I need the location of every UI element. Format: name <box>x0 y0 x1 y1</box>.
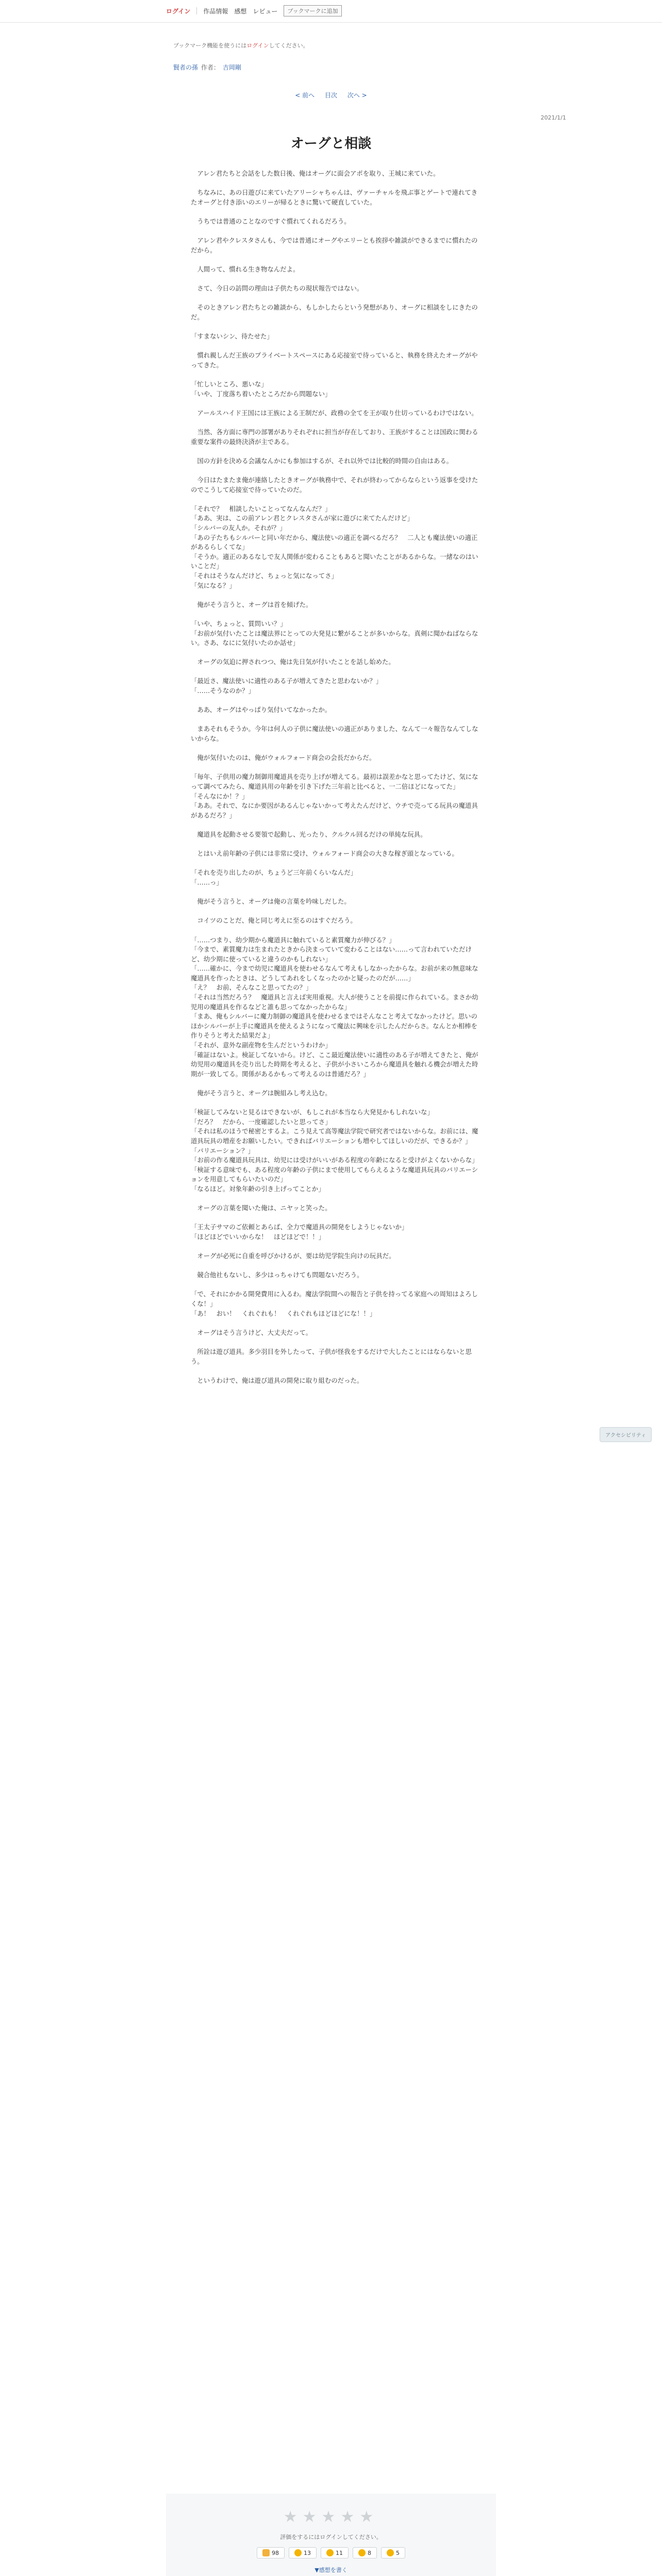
author-label: 作者： <box>201 64 220 71</box>
top-nav <box>0 0 662 23</box>
thumbs-up-icon <box>262 2549 270 2556</box>
breadcrumb <box>173 63 241 72</box>
reaction-count: 98 <box>272 2549 279 2556</box>
bookmark-notice <box>173 41 309 49</box>
reaction-heart[interactable] <box>321 2547 349 2558</box>
bookmark-notice-login-link[interactable]: ログイン <box>246 42 269 49</box>
reaction-bar <box>166 2547 496 2558</box>
star-icon[interactable]: ★ <box>283 2508 303 2526</box>
reaction-laugh[interactable] <box>289 2547 317 2558</box>
pager-top <box>0 91 662 99</box>
laugh-icon <box>294 2549 302 2556</box>
bookmark-notice-prefix: ブックマーク機能を使うには <box>173 42 247 49</box>
reaction-surprise[interactable] <box>381 2547 405 2558</box>
star-icon[interactable]: ★ <box>321 2508 341 2526</box>
reaction-count: 11 <box>336 2549 343 2556</box>
reaction-cry[interactable] <box>353 2547 377 2558</box>
cry-icon <box>358 2549 366 2556</box>
nav-review-link[interactable]: レビュー <box>253 7 278 15</box>
prev-link[interactable]: < 前へ <box>295 92 315 99</box>
top-nav-inner <box>166 5 342 16</box>
login-link[interactable]: ログイン <box>166 7 191 15</box>
reaction-count: 13 <box>304 2549 311 2556</box>
next-link[interactable]: 次へ > <box>347 92 367 99</box>
reaction-count: 5 <box>396 2549 400 2556</box>
nav-info-link[interactable]: 作品情報 <box>203 7 228 15</box>
star-icon[interactable]: ★ <box>359 2508 379 2526</box>
toc-link[interactable]: 目次 <box>324 92 337 99</box>
rating-hint: 評価をするにはログインしてください。 <box>280 2534 382 2540</box>
add-bookmark-button[interactable]: ブックマークに追加 <box>284 5 341 16</box>
update-date: 2021/1/1 <box>540 114 566 121</box>
rating-panel <box>166 2494 496 2576</box>
reaction-count: 8 <box>368 2549 371 2556</box>
star-icon[interactable]: ★ <box>302 2508 322 2526</box>
write-impression-link[interactable]: ▼感想を書く <box>315 2567 347 2573</box>
nav-divider <box>196 7 197 14</box>
chapter-title: オーグと相談 <box>290 136 372 151</box>
accessibility-badge[interactable]: アクセシビリティ <box>600 1427 652 1442</box>
author-link[interactable]: 吉岡剛 <box>223 64 242 71</box>
star-rating[interactable] <box>166 2508 496 2526</box>
reaction-thumbs-up[interactable] <box>257 2547 285 2558</box>
heart-icon <box>326 2549 334 2556</box>
nav-impressions-link[interactable]: 感想 <box>234 7 247 15</box>
bookmark-notice-suffix: してください。 <box>269 42 309 49</box>
series-link[interactable]: 賢者の孫 <box>173 64 198 71</box>
star-icon[interactable]: ★ <box>340 2508 360 2526</box>
surprise-icon <box>387 2549 394 2556</box>
chapter-body: アレン君たちと会話をした数日後、俺はオーグに面会アポを取り、王城に来ていた。 ちなみに、あの日遊びに来ていたアリーシャちゃんは、ヴァーチャルを飛ぶ事とゲートで連れてきたオーグと付き添いのエリーが帰るときに驚いて硬直していた。 うちでは普通のことなのですぐ慣れてくれるだろう。 アレン君やクレスタさんも、今では普通にオーグやエリーとも挨拶や雑談ができるまでに慣れたのだから。 人間って、慣れる生き物なんだよ。 さて、今日の訪問の理由は子供たちの現状報告ではない。 そのときアレン君たちとの雑談から、もしかしたらという発想があり、オーグに相談をしにきたのだ。 「すまないシン、待たせた」 慣れ親しんだ王族のプライベートスペースにある応接室で待っていると、執務を終えたオーグがやってきた。 「忙しいところ、悪いな」 「いや、丁度落ち着いたところだから問題ない」 アールスハイド王国には王族による王制だが、政務の全てを王が取り仕切っているわけではない。 当然、各方面に専門の部署がありそれぞれに担当が存在しており、王族がすることは国政に関わる重要な案件の最終決済が主である。 国の方針を決める会議なんかにも参加はするが、それ以外では比較的時間の自由はある。 今日はたまたま俺が連絡したときオーグが執務中で、それが終わってからならという返事を受けたのでこうして応接室で待っていたのだ。 「それで？ 相談したいことってなんなんだ？」 「ああ、実は、この前アレン君とクレスタさんが家に遊びに来てたんだけど」 「シルバーの友人か。それが？」 「あの子たちもシルバーと同い年だから、魔法使いの適正を調べるだろ？ 二人とも魔法使いの適正があるらしくてな」 「そうか。適正のあるなしで友人関係が変わることもあると聞いたことがあるからな。一緒なのはいいことだ」 「それはそうなんだけど、ちょっと気になってさ」 「気になる？」 俺がそう言うと、オーグは首を傾げた。 「いや、ちょっと、質問いい？」 「お前が気付いたことは魔法界にとっての大発見に繋がることが多いからな。真剣に聞かねばならない。さあ、なにに気付いたのか話せ」 オーグの気迫に押されつつ、俺は先日気が付いたことを話し始めた。 「最近さ、魔法使いに適性のある子が増えてきたと思わないか？」 「……そうなのか？」 ああ、オーグはやっぱり気付いてなかったか。 まあそれもそうか。今年は何人の子供に魔法使いの適正がありました、なんて一々報告なんてしないからな。 俺が気付いたのは、俺がウォルフォード商会の会長だからだ。 「毎年、子供用の魔力制御用魔道具を売り上げが増えてる。最初は誤差かなと思ってたけど、気になって調べてみたら、魔道具用の年齢を引き下げた三年前と比べると、一二倍ほどになってた」 「そんなにか！？」 「ああ。それで、なにか要因があるんじゃないかって考えたんだけど、ウチで売ってる玩具の魔道具があるだろ？」 魔道具を起動させる要領で起動し、光ったり、クルクル回るだけの単純な玩具。 とはいえ前年齢の子供には非常に受け、ウォルフォード商会の大きな稼ぎ頭となっている。 「それを売り出したのが、ちょうど三年前くらいなんだ」 「……っ」 俺がそう言うと、オーグは俺の言葉を吟味しだした。 コイツのことだ、俺と同じ考えに至るのはすぐだろう。 「……つまり、幼少期から魔道具に触れていると素質魔力が伸びる？」 「今まで、素質魔力は生まれたときから決まっていて変わることはない……って言われていただけど、幼少期に使っていると違うのかもしれない」 「……確かに、今まで幼児に魔道具を使わせるなんて考えもしなかったからな。お前が来の無意味な魔道具を作ったときは、どうしてあれをしくなったのかと疑ったのだが……」 「え？ お前、そんなこと思ってたの？」 「それは当然だろう？ 魔道具と言えば実用重視。大人が使うことを前提に作られている。まさか幼児用の魔道具を作るなどと誰も思ってなかったからな」 「まあ、俺もシルバーに魔力制御の魔道具を使わせるまではそんなこと考えてなかったけど。思いのほかシルバーが上手に魔道具を使えるようになって魔法に興味を示したんだからさ。なんとか相棒を作りそうと考えた結果だよ」 「それが、意外な副産物を生んだというわけか」 「確証はないよ。検証してないから。けど、ここ最近魔法使いに適性のある子が増えてきたと、俺が幼児用の魔道具を売り出した時期を考えると、子供が小さいころから魔道具を触れる機会が増えた時期が一致してる。関係があるかもって考えるのは普通だろ？」 俺がそう言うと、オーグは腕組みし考え込む。 「検証してみないと見るはできないが、もしこれが本当なら大発見かもしれないな」 「だろ？ だから、一度確認したいと思ってさ」 「それは私のほうで秘密とするよ。こう見えて高等魔法学院で研究者ではないからな。お前には、魔道具玩具の増産をお願いしたい。できればバリエーションも増やしてほしいのだが、できるか？」 「バリエーション？」 「お前の作る魔道具玩具は、幼児には受けがいいがある程度の年齢になると受けがよくないからな」 「検証する意味でも、ある程度の年齢の子供にまで使用してもらえるような魔道具玩具のバリエーションを用意してもらいたいのだ」 「なるほど。対象年齢の引き上げってことか」 オーグの言葉を聞いた俺は、ニヤッと笑った。 「王太子サマのご依頼とあらば、全力で魔道具の開発をしようじゃないか」 「ほどほどでいいからな！ ほどほどで！！」 オーグが必死に自重を呼びかけるが、要は幼児学院生向けの玩具だ。 競合他社もないし、多少はっちゃけても問題ないだろう。 「で、それにかかる開発費用に入るわ。魔法学院間への報告と子供を持ってる家庭への周知はよろしくな！」 「あ！ おい！ くれぐれも！ くれぐれもほどほどにな！！」 オーグはそう言うけど、大丈夫だって。 所詮は遊び道具。多少羽目を外したって、子供が怪我をするだけで大したことにはならないと思う。 というわけで、俺は遊び道具の開発に取り組むのだった。 <box>191 170 478 1384</box>
